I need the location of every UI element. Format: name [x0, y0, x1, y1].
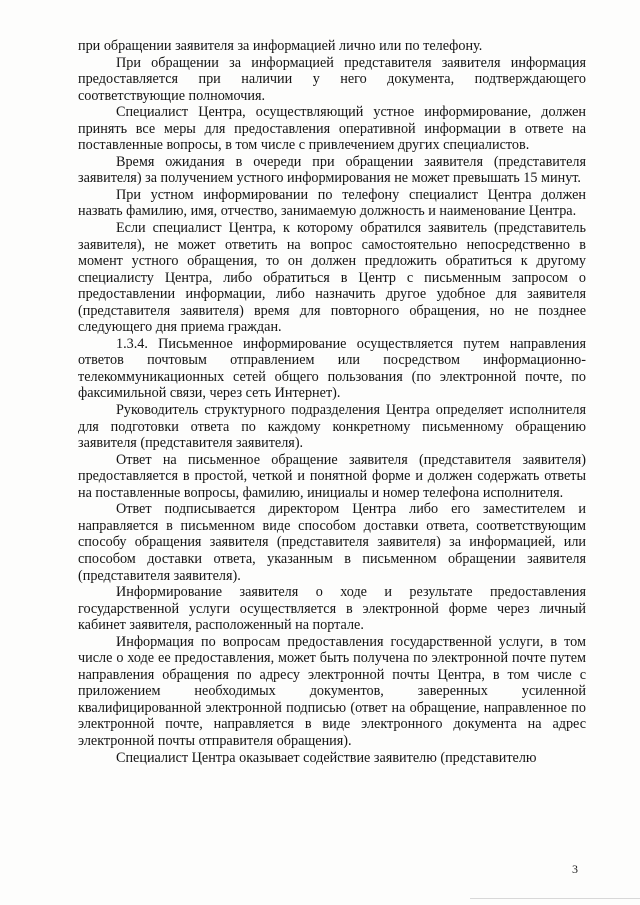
paragraph-4: Время ожидания в очереди при обращении заявителя (представителя заявителя) за получением устного информирования не может превышать 15 минут. [78, 153, 586, 187]
paragraph-11: Информирование заявителя о ходе и результате предоставления государственной услуги осуществляется в электронной форме через личный кабинет заявителя, расположенный на портале. [78, 584, 586, 634]
scan-edge-line [470, 898, 640, 899]
paragraph-7: 1.3.4. Письменное информирование осуществляется путем направления ответов почтовым отправлением или посредством информационно-телекоммуникационных сетей общего пользования (по электронной почте, по факсимильной связи, через сеть Интернет). [78, 335, 586, 402]
paragraph-2: При обращении за информацией представителя заявителя информация предоставляется при наличии у него документа, подтверждающего соответствующие полномочия. [78, 54, 586, 104]
paragraph-5: При устном информировании по телефону специалист Центра должен назвать фамилию, имя, отчество, занимаемую должность и наименование Центра. [78, 186, 586, 220]
paragraph-12: Информация по вопросам предоставления государственной услуги, в том числе о ходе ее предоставления, может быть получена по электронной почте путем направления обращения по адресу электронной почты Центра, в том числе с приложением необходимых документов, заверенных усиленной квалифицированной электронной подписью (ответ на обращение, направленное по электронной почте, направляется в виде электронного документа на адрес электронной почты отправителя обращения). [78, 633, 586, 749]
paragraph-9: Ответ на письменное обращение заявителя (представителя заявителя) предоставляется в простой, четкой и понятной форме и должен содержать ответы на поставленные вопросы, фамилию, инициалы и номер телефона исполнителя. [78, 451, 586, 501]
paragraph-6: Если специалист Центра, к которому обратился заявитель (представитель заявителя), не может ответить на вопрос самостоятельно непосредственно в момент устного обращения, то он должен предложить обратиться к другому специалисту Центра, либо обратиться в Центр с письменным запросом о предоставлении информации, либо назначить другое удобное для заявителя (представителя заявителя) время для повторного обращения, но не позднее следующего дня приема граждан. [78, 220, 586, 336]
paragraph-10: Ответ подписывается директором Центра либо его заместителем и направляется в письменном виде способом доставки ответа, соответствующим способу обращения заявителя (представителя заявителя) за информацией, или способом доставки ответа, указанным в письменном обращении заявителя (представителя заявителя). [78, 501, 586, 584]
paragraph-1: при обращении заявителя за информацией лично или по телефону. [78, 38, 483, 54]
page-number: 3 [572, 862, 578, 876]
document-body [78, 38, 586, 766]
paragraph-8: Руководитель структурного подразделения Центра определяет исполнителя для подготовки ответа по каждому конкретному письменному обращению заявителя (представителя заявителя). [78, 402, 586, 452]
paragraph-13: Специалист Центра оказывает содействие заявителю (представителю [116, 749, 537, 766]
paragraph-3: Специалист Центра, осуществляющий устное информирование, должен принять все меры для предоставления оперативной информации в ответе на поставленные вопросы, в том числе с привлечением других специалистов. [78, 104, 586, 154]
